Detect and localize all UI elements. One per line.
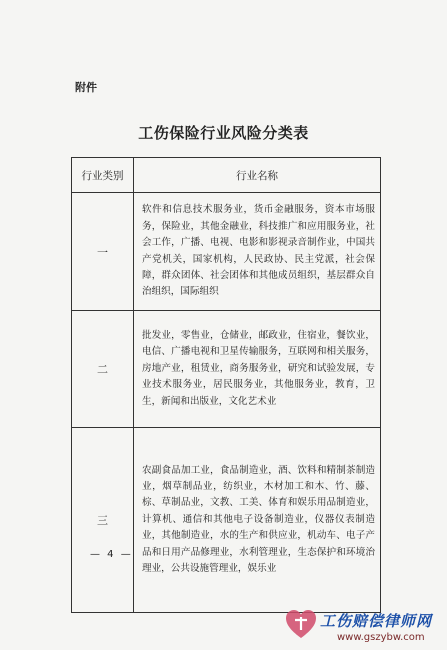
table-row: [72, 193, 381, 311]
watermark-title: 工伤赔偿律师网: [320, 612, 433, 630]
table-header-row: [72, 158, 381, 193]
category-cell: 二: [72, 311, 134, 428]
watermark-url: www.gszybw.com: [337, 632, 425, 643]
risk-classification-table: [71, 157, 381, 613]
table-row: [72, 428, 381, 613]
page-number: — 4 —: [90, 549, 133, 560]
category-cell: 三: [72, 428, 134, 613]
watermark: [282, 604, 442, 648]
industry-names-cell: 农副食品加工业，食品制造业，酒、饮料和精制茶制造业，烟草制品业，纺织业，木材加工和木、竹、藤、棕、草制品业，文教、工美、体育和娱乐用品制造业，计算机、通信和其他电子设备制造业，仪器仪表制造业，其他制造业，水的生产和供应业，机动车、电子产品和日用产品修理业，水利管理业，生态保护和环境治理业，公共设施管理业，娱乐业: [134, 428, 381, 613]
industry-names-cell: 批发业，零售业，仓储业，邮政业，住宿业，餐饮业，电信、广播电视和卫星传输服务，互联网和相关服务，房地产业，租赁业，商务服务业，研究和试验发展，专业技术服务业，居民服务业，其他服务业，教育，卫生，新闻和出版业，文化艺术业: [134, 311, 381, 428]
attachment-label: 附件: [75, 81, 97, 94]
category-cell: 一: [72, 193, 134, 311]
header-industry-category: 行业类别: [72, 158, 134, 193]
document-title: 工伤保险行业风险分类表: [138, 124, 309, 142]
header-industry-name: 行业名称: [134, 158, 381, 193]
heart-logo-icon: [284, 608, 318, 646]
industry-names-cell: 软件和信息技术服务业，货币金融服务，资本市场服务，保险业，其他金融业，科技推广和应用服务业，社会工作，广播、电视、电影和影视录音制作业，中国共产党机关，国家机构，人民政协、民主党派，社会保障，群众团体、社会团体和其他成员组织，基层群众自治组织，国际组织: [134, 193, 381, 311]
table-row: [72, 311, 381, 428]
